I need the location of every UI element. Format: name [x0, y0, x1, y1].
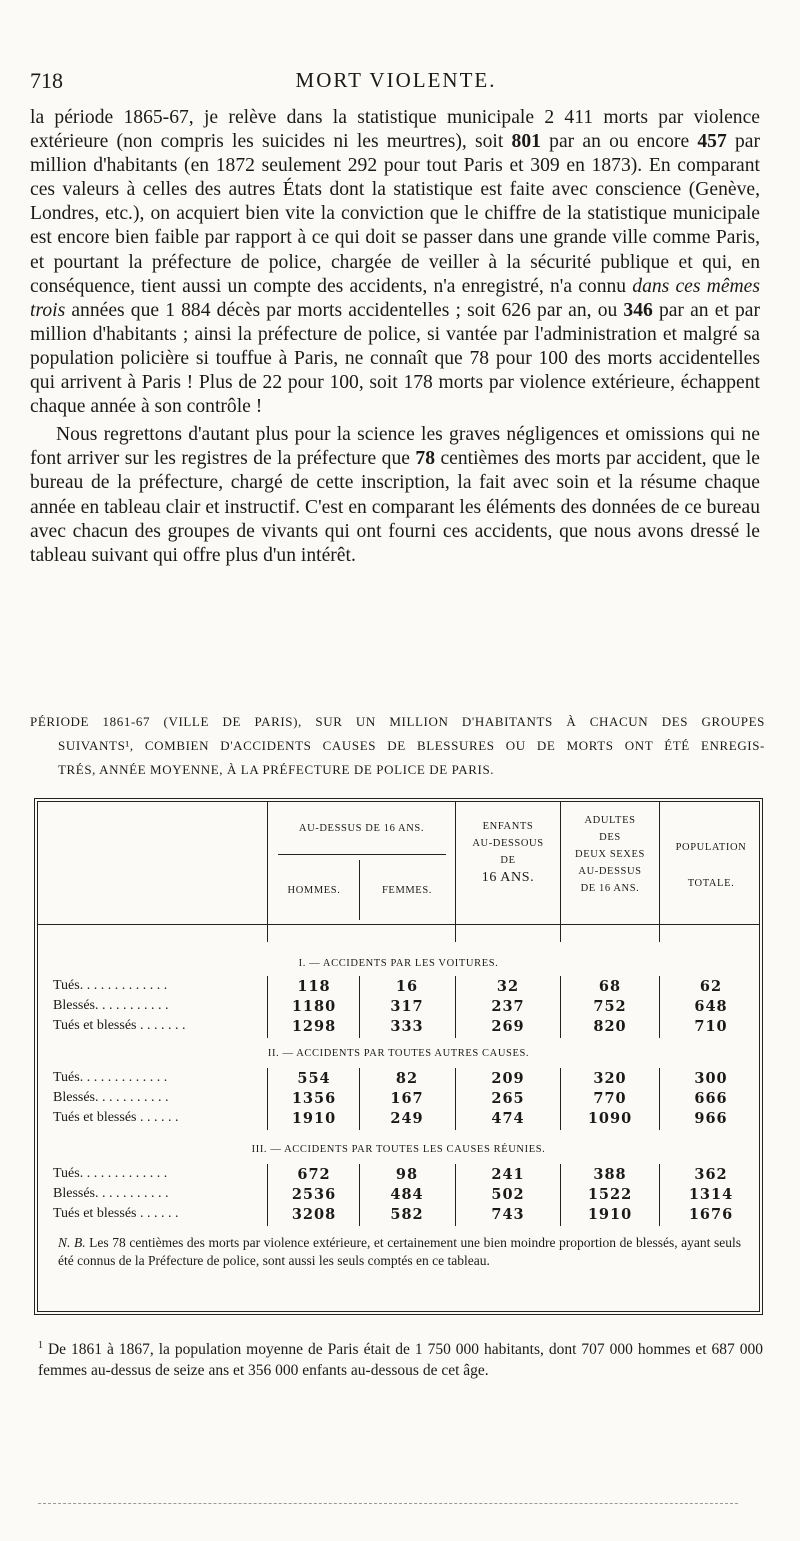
- table-header: [38, 802, 759, 942]
- note-label: N. B.: [58, 1235, 86, 1250]
- table-cell: 269: [491, 1018, 525, 1035]
- header-femmes: FEMMES.: [381, 885, 432, 896]
- header-hommes: HOMMES.: [287, 885, 341, 896]
- page-header: [30, 68, 762, 98]
- header-line: DE: [500, 855, 516, 866]
- table-cell: 582: [390, 1206, 424, 1223]
- text-run: par million d'habitants (en 1872 seulement 292 pour tout Paris et 309 en 1873). En comparant ces valeurs à celles des autres États dont la statistique est faite avec conscience (Genève, Londres, etc.), on acquiert bien vite la conviction que le chiffre de la statistique municipale est encore bien faible par rapport à ce qui doit se passer dans une grande ville comme Paris, et pourtant la préfecture de police, chargée de veiller à la sécurité publique et qui, en conséquence, tient aussi un compte des accidents, n'a enregistré, n'a connu: [30, 131, 761, 297]
- table-cell: 32: [496, 978, 520, 995]
- header-line: DES: [599, 832, 621, 843]
- table-cell: 1090: [587, 1110, 633, 1127]
- footnote: [38, 1336, 763, 1381]
- column-divider: [560, 1068, 561, 1130]
- header-line: ADULTES: [584, 815, 636, 826]
- caption-line-1: PÉRIODE 1861-67 (VILLE DE PARIS), SUR UN MILLION D'HABITANTS À CHACUN DES GROUPES: [30, 714, 765, 729]
- caption-line-3: TRÉS, ANNÉE MOYENNE, À LA PRÉFECTURE DE POLICE DE PARIS.: [58, 762, 495, 777]
- table-cell: 3208: [291, 1206, 337, 1223]
- row-label: Tués. . . . . . . . . . . . .: [53, 1166, 168, 1181]
- accidents-table: [34, 798, 763, 1315]
- note-text: Les 78 centièmes des morts par violence extérieure, et certainement une bien moindre proportion de blessés, ayant seuls été connus de la Préfecture de police, sont aussi les seuls comptés en ce tableau.: [58, 1235, 741, 1268]
- table-cell: 672: [297, 1166, 331, 1183]
- table-cell: 752: [593, 998, 627, 1015]
- row-label: Blessés. . . . . . . . . . .: [53, 1090, 169, 1105]
- table-cell: 2536: [291, 1186, 337, 1203]
- column-divider: [659, 802, 660, 942]
- table-cell: 68: [598, 978, 622, 995]
- bold-figure: 78: [415, 448, 435, 470]
- column-divider: [267, 1068, 268, 1130]
- bold-figure: 801: [511, 131, 541, 153]
- column-divider: [455, 802, 456, 942]
- table-cell: 1910: [291, 1110, 337, 1127]
- column-divider: [359, 860, 360, 920]
- column-divider: [560, 976, 561, 1038]
- table-cell: 1298: [291, 1018, 337, 1035]
- table-cell: 265: [491, 1090, 525, 1107]
- table-cell: 1910: [587, 1206, 633, 1223]
- text-run: par an et par million d'habitants ; ainsi la préfecture de police, si vantée par l'administration et malgré sa population policière si touffue à Paris, ne connaît que 78 pour 100 des morts accidentelles qui arrivent à Paris ! Plus de 22 pour 100, soit 178 morts par violence extérieure, échappent chaque année à son contrôle !: [30, 299, 760, 418]
- caption-line-2: SUIVANTS¹, COMBIEN D'ACCIDENTS CAUSES DE BLESSURES OU DE MORTS ONT ÉTÉ ENREGIS-: [58, 738, 765, 753]
- row-label: Blessés. . . . . . . . . . .: [53, 998, 169, 1013]
- column-divider: [455, 1164, 456, 1226]
- table-cell: 16: [395, 978, 419, 995]
- header-line: 16 ANS.: [481, 870, 535, 885]
- italic-phrase: dans ces mêmes trois: [30, 275, 761, 321]
- table-cell: 820: [593, 1018, 627, 1035]
- table-cell: 666: [694, 1090, 728, 1107]
- table-cell: 484: [390, 1186, 424, 1203]
- table-cell: 1522: [587, 1186, 633, 1203]
- running-title: MORT VIOLENTE.: [295, 68, 497, 92]
- table-cell: 1676: [688, 1206, 734, 1223]
- table-cell: 1180: [291, 998, 337, 1015]
- table-cell: 300: [694, 1070, 728, 1087]
- row-label: Tués et blessés . . . . . . .: [53, 1018, 186, 1033]
- table-cell: 333: [390, 1018, 424, 1035]
- column-divider: [359, 1068, 360, 1130]
- header-line: POPULATION: [675, 842, 747, 853]
- table-cell: 249: [390, 1110, 424, 1127]
- column-divider: [455, 976, 456, 1038]
- table-cell: 1314: [688, 1186, 734, 1203]
- column-divider: [659, 976, 660, 1038]
- header-line: ENFANTS: [482, 821, 534, 832]
- header-au-dessus: AU-DESSUS DE 16 ANS.: [298, 823, 425, 834]
- table-cell: 237: [491, 998, 525, 1015]
- table-cell: 118: [297, 978, 331, 995]
- header-line: AU-DESSUS: [578, 866, 642, 877]
- table-cell: 710: [694, 1018, 728, 1035]
- table-cell: 362: [694, 1166, 728, 1183]
- row-label: Tués. . . . . . . . . . . . .: [53, 978, 168, 993]
- footnote-text: De 1861 à 1867, la population moyenne de Paris était de 1 750 000 habitants, dont 707 000 hommes et 687 000 femmes au-dessus de seize ans et 356 000 enfants au-dessous de cet âge.: [38, 1341, 763, 1379]
- header-line: DEUX SEXES: [575, 849, 645, 860]
- text-run: la période 1865-67, je relève dans la statistique municipale 2 411 morts par violence extérieure (non compris les suicides ni les meurtres), soit: [30, 107, 760, 153]
- table-cell: 474: [491, 1110, 525, 1127]
- table-cell: 167: [390, 1090, 424, 1107]
- section-title-3: III. — ACCIDENTS PAR TOUTES LES CAUSES RÉUNIES.: [251, 1144, 546, 1155]
- paragraph-2: [30, 423, 760, 568]
- table-cell: 98: [395, 1166, 419, 1183]
- table-cell: 317: [390, 998, 424, 1015]
- column-divider: [267, 802, 268, 942]
- table-cell: 502: [491, 1186, 525, 1203]
- table-cell: 648: [694, 998, 728, 1015]
- section-title-1: I. — ACCIDENTS PAR LES VOITURES.: [298, 958, 499, 969]
- body-text: [30, 106, 760, 568]
- table-cell: 554: [297, 1070, 331, 1087]
- table-caption: [30, 710, 765, 782]
- section-title-2: II. — ACCIDENTS PAR TOUTES AUTRES CAUSES.: [267, 1048, 530, 1059]
- table-cell: 241: [491, 1166, 525, 1183]
- text-run: par an ou encore: [540, 131, 698, 153]
- row-label: Tués et blessés . . . . . .: [53, 1206, 179, 1221]
- column-divider: [560, 1164, 561, 1226]
- column-divider: [267, 1164, 268, 1226]
- column-divider: [359, 976, 360, 1038]
- table-cell: 82: [395, 1070, 419, 1087]
- header-line: DE 16 ANS.: [580, 883, 640, 894]
- column-divider: [267, 976, 268, 1038]
- text-run: années que 1 884 décès par morts accidentelles ; soit 626 par an, ou: [65, 299, 624, 321]
- header-rule: [278, 854, 446, 855]
- header-population: [661, 830, 761, 902]
- column-divider: [659, 1164, 660, 1226]
- table-cell: 1356: [291, 1090, 337, 1107]
- bold-figure: 346: [623, 299, 653, 321]
- footnote-mark: 1: [38, 1340, 43, 1351]
- table-cell: 743: [491, 1206, 525, 1223]
- page-bottom-rule: [38, 1503, 738, 1504]
- page-number: 718: [30, 68, 63, 93]
- header-enfants: [458, 818, 558, 886]
- column-divider: [659, 1068, 660, 1130]
- header-line: AU-DESSOUS: [472, 838, 544, 849]
- table-note: [58, 1234, 741, 1270]
- text-run: centièmes des morts par accident, que le bureau de la préfecture, chargé de cette inscription, la fait avec soin et la résume chaque année en tableau clair et instructif. C'est en comparant les éléments des données de ce bureau avec chacun des groupes de vivants qui ont fourni ces accidents, que nous avons dressé le tableau suivant qui offre plus d'un intérêt.: [30, 448, 760, 566]
- header-adultes: [562, 812, 658, 897]
- row-label: Tués et blessés . . . . . .: [53, 1110, 179, 1125]
- paragraph-1: [30, 106, 760, 419]
- bold-figure: 457: [697, 131, 727, 153]
- table-cell: 62: [699, 978, 723, 995]
- table-cell: 209: [491, 1070, 525, 1087]
- text-run: Nous regrettons d'autant plus pour la science les graves négligences et omissions qui ne font arriver sur les registres de la préfecture que: [30, 424, 760, 470]
- table-cell: 770: [593, 1090, 627, 1107]
- row-label: Blessés. . . . . . . . . . .: [53, 1186, 169, 1201]
- column-divider: [560, 802, 561, 942]
- column-divider: [359, 1164, 360, 1226]
- row-label: Tués. . . . . . . . . . . . .: [53, 1070, 168, 1085]
- header-line: TOTALE.: [687, 878, 735, 889]
- column-divider: [455, 1068, 456, 1130]
- table-cell: 320: [593, 1070, 627, 1087]
- header-bottom-rule: [38, 924, 759, 925]
- table-cell: 966: [694, 1110, 728, 1127]
- table-cell: 388: [593, 1166, 627, 1183]
